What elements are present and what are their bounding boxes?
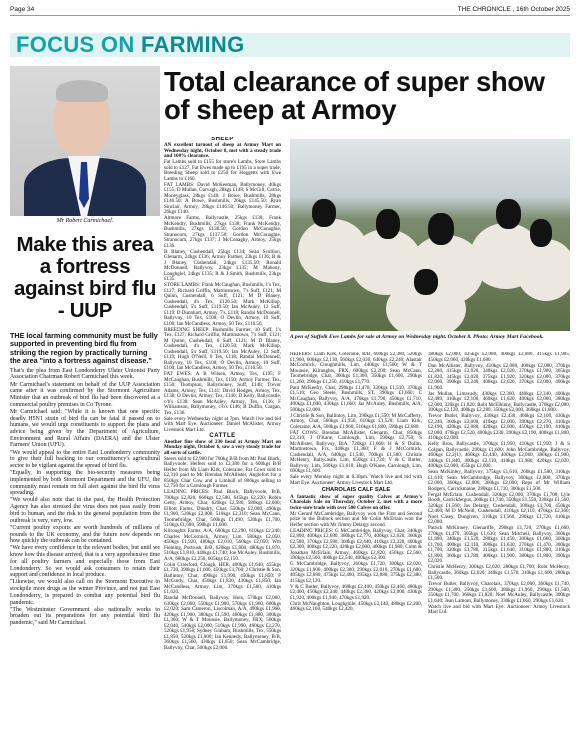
sub-heading: CHAROLAIS CALF SALE [321, 487, 391, 493]
left-paragraph: "Current poultry exports are worth hundreds of millions of pounds to the UK economy, and the future now depends on how quickly the outbreak can be contained. [10, 524, 160, 545]
report-paragraph: J Christie & Son, Ballintoy, Lim, 390kgs £1,550; M McCafferty, Armoy, Char, 560kgs £1,950, 610kgs £1,520; Liam Kirk, Coleraine, A/A, 500kgs £1,960, 510kgs £1,800, 590kgs £2,080. [290, 412, 422, 430]
cattle-report-column [290, 352, 422, 734]
report-paragraph: BREEDING SHEEP: Bushmills Farmer, 10 Suff, 1's Tex, £127; Richard Griffin, Martinstown, 7's Suff, £121; M Quinn, Cushendall, 6 Suff, £121; M D Blaney, Cushendall, 4's Tex, £120.50; Mark McKillop, Cushendall, 5's Suff, £119.50; Ian McAuley, 12 Suff, £119; Hugh O'Neill, 9 Tex, £118; Randal McDonnell, Ballyvoy, 10 Tex, £108; O Devlin, Armoy, 10 Suff, £100; Ian McCandless, Armoy, 50 Tex, £116.50. [164, 326, 281, 371]
report-paragraph: 380kgs £2,000, 425kgs £2,080, 400kgs £2,080, 415kgs £1,985, 450kgs £2,060, 420kgs £1,680. [428, 352, 570, 363]
report-paragraph: Altmore Farms, Ballycastle, 25kgs £138; Frank McKendry, Bushmills, 27kgs £138; Frank McKendry, Bushmills, 27kgs £138.50; Gordon McConaghie, Stranocum, 27kgs £137.50; Gordon McConaghie, Stranocum, 27kgs £137; J McConaghy, Armoy, 25kgs £136. [164, 215, 281, 249]
report-paragraph: Christie McHenry, 300kgs £2,020, 280kgs £1,700; Robt McHenry, Ballycastle, 360kgs £2,020, 340kgs £1,570, 310kgs £1,600, 280kgs £1,500. [428, 564, 570, 581]
banner-topic: FARMING [140, 32, 245, 57]
left-paragraph: Mr Carmichael's statement on behalf of the UUP Association came after it was confirmed by the Stormont Agriculture Minister that an outbreak of bird flu had been discovered at a commercial poultry premises in Co Tyrone. [10, 381, 160, 408]
sheep-photo-caption: A pen of Suffolk Ewe Lambs for sale at Armoy on Wednesday night. October 8. Photo: Armoy Mart Facebook. [290, 334, 544, 340]
portrait-photo [10, 66, 160, 216]
sheep-pen-photo [290, 139, 570, 331]
report-paragraph: LEADING PRICES: G McCambridge, Ballyvoy, Char, 340kgs £2,800, 400kgs £2,680, 380kgs £2,770, 400kgs £2,620, 360kgs £2,580, 370kgs £2,580, 360kgs £2,440, 410kgs £2,320, 400kgs £2,300, 400kgs £2,220, 420kgs £2,000, 400kgs £1,980; Colm & Jonathan McErlain, Armoy, 460kgs £2,820, 450kgs £2,560, 390kgs £2,560, 400kgs £2,540, 400kgs £2,300. [290, 527, 422, 561]
report-paragraph: Kelly Bros, Ballycastle, 370kgs £1,950, 410kgs £1,950; J & S Colgan, Ballycastle, 290kgs £1,600; John McCambridge, Ballyvoy, 460kgs £2,2(1), 460kgs £2,440, 400kgs £2,060, 380kgs £1,900, 340kgs £1,840, 400kgs £2,110, 410kgs £1,980, 420kgs £2,020, 400kgs £2,000, 455kgs £2,000. [428, 441, 570, 469]
report-paragraph: FAT LAMBS: David McKeeman, Ballymoney, 40kgs £155; D Mullan, Garvagh, 28kgs £148; S McGill, Carrie, Moneyglass, 28kgs £140; J Bowe, Bushmills, 28kgs £146.50; A Bowe, Bushmills, 26kgs £145.50; Ryan Sinclair, Armoy, 28kgs £146.50; Ballymoney Farmer, 26kgs £140. [164, 181, 281, 215]
report-paragraph: Sale every Monday night at 6.30pm. Watch live and bid with Mart Eye. Auctioneer: Armoy Livestock Mart Ltd. [290, 474, 422, 486]
report-paragraph: Fergal McErlain, Cushendall, 320kgs £2,000, 370kgs £1,700; Lyle Booth, Carrickfergus, 360kgs £1,740, 350kgs £1,550, 330kgs £1,560, 320kgs £1,560; Jas Delargy, Cushendall, 300kgs £1,700, 450kgs £2,400; M D McNeill, Cushendall, 410kgs £2,110, 470kgs £2,360; Noel Casey, Dungiven, 310kgs £1,560, 290kgs £1,720, 410kgs £2,080. [428, 491, 570, 525]
report-paragraph: FAT EWES: A B Wilson, Armoy, Tex, £195; F McCaughan, Bushmills, Tex, £150; Armoy Farmer, Tex, £150; Thompson, Ballymoney, Suff, £148; Trevor Adams, Armoy, Tex, £141; David Hodges, Armoy, Tex, £138; O Devlin, Armoy, Tex, £140; D Kelly, Ballycastle, c/b's £138; Sean McAuley, Armoy, Tex, £136; F Williamson, Ballymoney, c/b's £146; B Duffin, Cargan, Tex, £136. [164, 371, 281, 416]
report-paragraph: Fat Lambs sold to £155 for store's Lambs, Store Lambs sold to £127, Fat Ewes made up to £195 in a super trade, Breeding Sheep sold to £250 for Hoggetts with Ewe Lambs to £160. [164, 159, 281, 182]
report-paragraph: Watch live and bid with Mart Eye. Auctioneer: Armoy Livestock Mart Ltd. [428, 603, 570, 615]
left-paragraph: Mr Carmichael said: "While it is known that one specific deadly H5N1 strain of bird flu can be fatal if passed on to humans, we would urge constituents to support the plans and advice being given by the Department of Agriculture, Environment and Rural Affairs (DAERA) and the Ulster Farmers' Union (UFU). [10, 408, 160, 449]
banner-prefix: FOCUS ON [16, 32, 141, 57]
report-paragraph: Another fine show of 230 head at Armoy Mart on Monday night, October 6, saw a very steady trade for all sorts of cattle. [164, 438, 281, 456]
left-paragraph: "The Westminster Government also nationally works to broaden out its preparations for any potential bird flu pandemic," said Mr Carmichael. [10, 606, 160, 627]
report-paragraph: Chris McNaughton, Loughguile, 450kgs £2,140, 480kgs £2,200, 460kgs £2,160, 540kgs £2,420, [290, 600, 422, 612]
left-paragraph: "We have every confidence in the relevant bodies, but until we know how this disease arrived, that is a very apprehensive time for all poultry farmers and especially those from East Londonderry. So we would ask consumers to retain their support and confidence in local produce. [10, 545, 160, 579]
report-paragraph: STORE LAMBS: Frank McCaughan, Bushmills, 1's Tex, £127; Richard Griffin, Martinstown, 7's Suff, £121; M Quinn, Cushendall, 6 Suff, £121; M D Blaney, Cushendall, 4's Tex, £120.50; Mark McKillop, Cushendall, 5's Suff, £119.50; Ian McAuley, 12 Suff, £119; D Dunnhart, Armoy, 7's, £118; Randal McDonnell, Ballyvoy, 10 Tex, £108; O Devlin, Armoy, 10 Suff, £100; Ian McCandless, Armoy, 50 Tex, £116.50. [164, 282, 281, 327]
left-paragraph: "We would appeal to the entire East Londonderry community to give their full backing to our constituency's agricultural sector to be vigilant against the spread of bird flu. [10, 449, 160, 469]
report-paragraph: HEIFERS: Liam Kirk, Coleraine, B/B, 600kgs £2,380, 520kgs £1,960, 600kgs £2,130, 560kgs £2,030, 640kgs £2,240; Alastair McCormick, Cloughmills, Lim, 440kgs £1,500; W & T Mounsie, Kilraughts, FRX, 600kgs £2,200; Sean McCann, Toomebridge, Char, 300kgs £1,360, 350kgs £1,600, 290kgs £1,260, 290kgs £1,250, 410kgs £1,770. [290, 352, 422, 385]
page-number: Page 34 [10, 5, 35, 13]
left-paragraph: "Likewise, we would also call on the Stormont Executive to stockpile more drugs as the winter Province, and not just East Londonderry, is prepared to combat any potential bird flu pandemic. [10, 579, 160, 606]
calf-sale-column [428, 352, 570, 734]
report-paragraph: LEADING PRICES: Paul Black, Ballyvoole, B/B, 700kgs £2,820, 660kgs £2,580, 645kgs £2,220; Robin Getty, Armoy, Char, 620kgs £2,580, 580kgs £2,000; Elliott Farms, Dundry, Char, 550kgs £2,000, 490kgs £1,900, 520kgs £2,000, 510kgs £2,310; Sean McCann, Toomebridge, Char, 500kgs £1,490, 520kgs £1,700, 510kgs £1,680, 590kgs £1,600. [164, 489, 281, 528]
report-paragraph: Steers sold to £2,900 for 700kg B/B from Mr Paul Black, Ballyvoole. Heifers sold to £2,380 for a 600kgs B/B Heifer from Mr Liam Kirk, Coleraine, Fat Cows sold to £2,310 paid to Mr Brendan McAllister, Anglefort for a 850kgs Char Cow and a Limbull of 806kgs selling to £2,750 for a Carnlough Farmer. [164, 455, 281, 489]
report-paragraph: Trevor Butler, Ballyvoy, Charolais, 370kgs £2,000, 360kgs £1,740, 290kgs £1,300, 250kgs £1,600, 380kgs £1,960, 290kgs £1,500, 350kgs £1,700, 360kgs £1,820; Noel McAuley, Ballycastle, 300kgs £1,640; Jean Lamont, Ballymoney, 330kgs £1,660, 290kgs £1,620. [428, 581, 570, 604]
left-paragraph: "We would also note that in the past, the Health Protection Agency has also stressed the virus does not pass easily from bird to human, and the risk to the general population from the outbreak is very, very, low. [10, 497, 160, 524]
report-paragraph: FAT COWS: Brendan McAllister, Glenarm, Char, 850kgs £2,310; J O'Kane, Carnlough, Lim, 590kgs £2,750; S McAllister, Ballyvoy, BlA, 720kgs £1,660; H & S Dullin, Martinstown, Frx, 440kgs £1,360; F & J McCormick, Cushendall, A/A, 640kgs £1,540, 700kgs £1,580; Christie McHenry, Ballycastle, Lim, 650kgs £1,720; V & C Butler, Ballyvoy, Lim, 560kgs £1,610; Hugh O'Kane, Carnlough, Lim, 690kgs £1,600. [290, 429, 422, 474]
report-paragraph: Mr Gerard McCambridge, Ballyvoy won the First and Second prize in the Bullock section and Mr Colin McErlain won the Heifer section with Mr Jimmy Delargy second. [290, 510, 422, 528]
report-paragraph: G McCambridge, Ballyvoy, 260kgs £1,720, 300kgs £2,020, 320kgs £1,900, 400kgs £2,300, 290kgs £2,010, 270kgs £1,680, 405kgs £2,080, 475kgs £2,460, 395kgs £2,080, 375kgs £2,380, 415kgs £2,120. [290, 561, 422, 584]
left-headline: Make this area a fortress against bird flu - UUP [13, 233, 157, 322]
portrait-caption: Mr Robert Carmichael. [56, 218, 114, 224]
section-kicker: SHEEP [211, 137, 234, 142]
left-lead: THE local farming community must be fully supported in preventing bird flu from striking the region by practically turning the area "into a fortress against disease." [10, 331, 158, 366]
report-paragraph: Sean McKinley, Ballyvoy, 375kgs £1,610, 260kgs £1,580, 310kgs £1,610; Sean McCambridge, Ballyvoy, 300kgs £2,000, 370kgs £2,000, 360kgs £2,000, 360kgs £2,000; Reps of Mr William Rodgers, Carrickmaine, 280kgs £1,710, 300kgs £1,500. [428, 469, 570, 492]
report-paragraph: Sale every Wednesday night at 7pm. Watch live and bid with Mart Eye. Auctioneer: Daniel McAlister, Armoy Livestock Mart Ltd. [164, 415, 281, 433]
report-paragraph: V & C Butler, Ballyvoy, 460kgs £2,400, 450kgs £2,460, 480kgs £2,400, 450kgs £2,340, 440kgs £2,360, 420kgs £2,000, 430kgs £1,920, 400kgs £1,940, 470kgs £1,920. [290, 583, 422, 601]
sheep-report-column [164, 137, 281, 735]
report-paragraph: Paul McKeefry, Char, 290kgs £1,470, 330kgs £1,510, 370kgs £1,510; Geo Steele, Bushmills, ST, 390kgs £1,660; C McCaughan, Ballyvoy, A/A, 470kgs £1,790, 450kgs £1,710, 400kgs £1,600, 430kgs £1,660; Jas McAuley, Bushmills, A/A, 500kgs £2,000. [290, 384, 422, 413]
page-header [10, 4, 570, 14]
report-paragraph: Trevor Butler, Ballyvoy, 430kgs £2,430, 460kgs £2,100, 430kgs £2,240, 360kgs £2,000, 410kgs £2,000, 390kgs £2,270, 410kgs £2,190, 420kgs £2,080, 420kgs £2,000, 450kgs £2,100, 410kgs £2,000, 470kgs £2,520, 400kgs £230, 390kgs £2,190, 400kgs £1,800, 410kgs £2,000. [428, 413, 570, 441]
report-paragraph: A fantastic show of super quality Calves at Armoy's Charolais Sale on Thursday, October 2, met with a more twice-sure trade with over 500 Calves on offer. [290, 493, 422, 511]
report-paragraph: Dan McAllister, Ballyvoy, 410kgs £2,080, 400kgs £2,080, 370kgs £2,280, 415kgs £2,020, 340kgs £2,020, 370kgs £1,900, 365kgs £1,820, 345kgs £2,020, 375kgs £1,920, 320kgs £2,000, 370kgs £2,000, 390kgs £2,240, 400kgs £2,020, 370kgs £2,000, 400kgs £1,960. [428, 362, 570, 391]
paper-dateline: THE CHRONICLE , 16th October 2025 [457, 5, 570, 13]
main-headline: Total clearance of super show of sheep at Armoy [164, 66, 545, 125]
report-paragraph: B Blaney, Cushendall, 25kgs £134; Sean Scullion, Glenarm, 24kgs £136; Armoy Farmer, 23kgs £136; B & J Blaney, Cushendall, 24kgs £135.50; Ronald McDonnell, Ballyvoy, 23kgs £135; M Mahony, Loughgiel, 24kgs £135; R & J Smith, Bushmills, 23kgs £135. [164, 248, 281, 282]
left-paragraph: That's the plea from East Londonderry Ulster Unionist Party Association Chairman Robert Carmichael this week. [10, 367, 160, 381]
left-paragraph: "Equally, in supporting the bio-security measures being implemented by both Stormont Department and the UFU, the community must remain on full alert against the bird flu virus spreading. [10, 470, 160, 497]
header-rule [10, 15, 570, 16]
report-paragraph: AN excellent turnout of sheep at Armoy Mart on Wednesday night, October 8, met with a steady trade and 100% clearance. [164, 142, 281, 159]
section-kicker: CATTLE [209, 432, 236, 439]
report-paragraph: Colin Crawford, Clough, HER, 400kgs £1,640, 455kgs £1,730, 390kgs £1,600, 450kgs £1,760; J Christie & Son, Ballintoy, Char, 490kgs £1,990, 450kgs £1,850; P McCurdy, Char, 450kgs £1,830, 430kgs £1,850; Ian McCandless, Armoy, Lim, 370kgs £1,560, 410kgs £1,620. [164, 561, 281, 595]
report-paragraph: Jas Mullan, Limavady, 430kgs £2,360, 440kgs £2,340, 400kgs £2,480, 410kgs £2,100, 460kgs £1,820, 400kgs £2,000, 380kgs £2,000, 320kgs £1,820; Robt McElhinny, Ballycastle, 370kgs £2,080, 300kgs £2,120, 400kgs £2,280, 350kgs £2,000, 360kgs £1,800. [428, 390, 570, 413]
section-banner [10, 33, 570, 57]
left-body [10, 368, 160, 627]
report-paragraph: Patrick McKinney, Glenariffe, 290kgs £1,720, 270kgs £1,660, 270kgs £1,470, 305kgs £1,630; Sean Mitchell, Ballyvoy, 360kgs £1,880, 340kgs £1,520, 280kgs £1,450, 300kgs £1,660, 360kgs £1,760, 400kgs £2,110, 300kgs £1,630, 270kgs £1,470, 300kgs £1,700, 320kgs £1,780, 315kgs £1,640, 310kgs £1,880, 310kgs £1,800, 360kgs £1,780, 400kgs £1,900, 380kgs £1,800, 390kgs £2,020. [428, 525, 570, 564]
report-paragraph: Randal McDonnell, Ballyvoy, Hols, 570kgs £2,060, 630kgs £2,060, 550kgs £1,900, 570kgs £1,960, 600kgs £2,020; Sam Cameron, Liscolman, A/A, 490kgs £1,960, 420kgs £1,900, 380kgs £1,590, 460kgs £1,880, 300kgs £1,360; W & T Mounsie, Ballymoney, FRX, 500kgs £2,040, 540kgs £2,000, 510kgs £1,990, 490kgs £2,270, 520kgs £1,950; Sydney Graham, Bushmills, Tex, 550kgs £1,850, 520kgs £1,800; Ian Kennedy, Ballymoney, B/B, 360kgs £1,560, 430kgs £1,650; Sean McCambridge, Ballyvoy, Char, 500kgs £2,000. [164, 595, 281, 651]
report-paragraph: Kilroughts Farms, A/A, 600kgs £2,290, 610kgs £2,240; Charles McCormick, Armoy, Lim, 580kgs £2,050, 450kgs £1,920, 480kgs £2,010, 560kgs £2,050; Wm Fleming, Portrush, B/B, 620kgs £1,800, 480kgs £1,870, 510kgs £1,810, 440kgs £1,740; Joe McAuley, Bushmills, A/A, 680kgs £2,250, 605kgs £2,150. [164, 528, 281, 562]
left-story [10, 66, 160, 627]
